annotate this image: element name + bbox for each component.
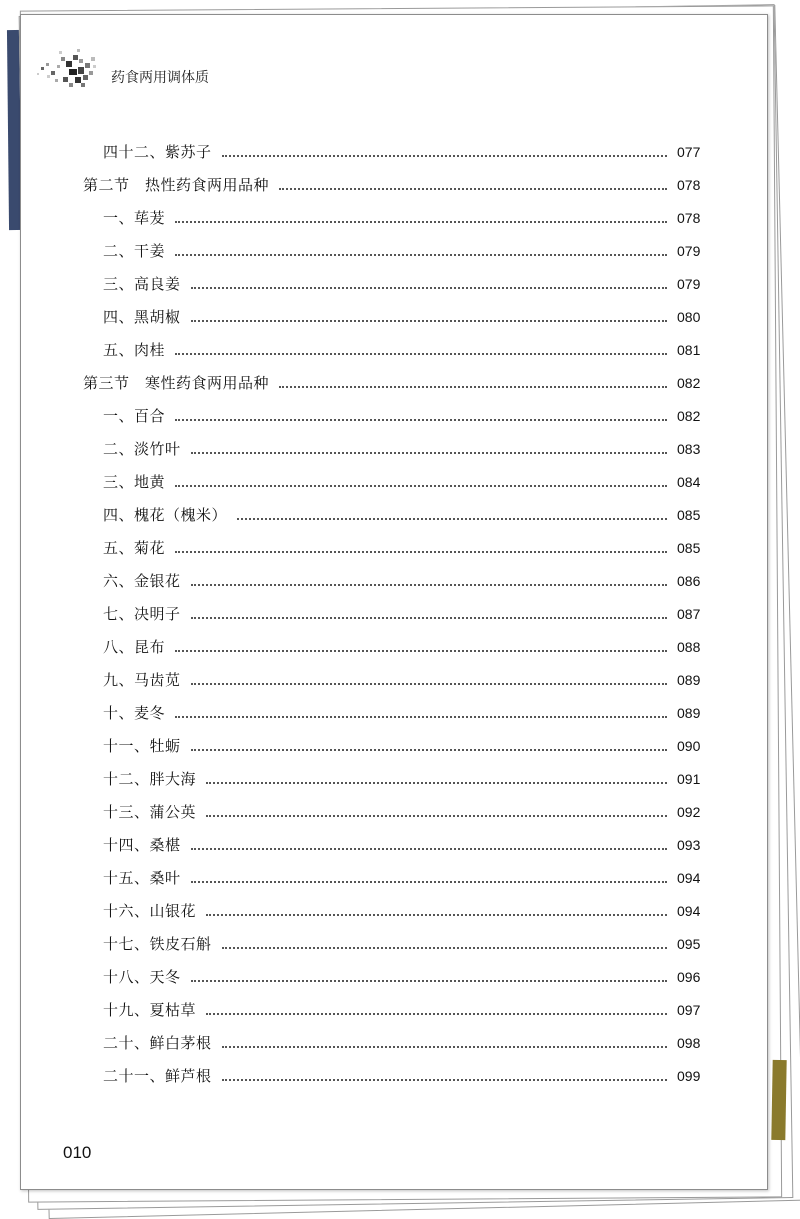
- toc-page-number: 081: [677, 342, 701, 358]
- toc-entry[interactable]: [103, 867, 707, 889]
- toc-entry[interactable]: [103, 207, 707, 229]
- toc-entry[interactable]: [103, 768, 707, 790]
- toc-dot-leader: [191, 683, 667, 685]
- toc-dot-leader: [222, 1046, 667, 1048]
- toc-page-number: 085: [677, 540, 701, 556]
- toc-page-number: 093: [677, 837, 701, 853]
- toc-entry-title: 一、荜茇: [103, 209, 166, 227]
- toc-entry-title: 三、高良姜: [103, 275, 181, 293]
- toc-dot-leader: [206, 914, 667, 916]
- toc-dot-leader: [222, 155, 667, 157]
- toc-page-number: 085: [677, 507, 701, 523]
- toc-dot-leader: [237, 518, 667, 520]
- toc-entry-title: 七、决明子: [103, 605, 181, 623]
- page-number: 010: [63, 1143, 92, 1162]
- toc-entry-title: 五、肉桂: [103, 341, 166, 359]
- toc-page-number: 095: [677, 936, 701, 952]
- toc-entry[interactable]: [103, 900, 707, 922]
- toc-entry-title: 十四、桑椹: [103, 836, 181, 854]
- toc-entry[interactable]: [103, 636, 707, 658]
- toc-dot-leader: [175, 221, 667, 223]
- toc-page-number: 080: [677, 309, 701, 325]
- toc-page-number: 091: [677, 771, 701, 787]
- toc-entry[interactable]: [103, 702, 707, 724]
- toc-entry-title: 第三节 寒性药食两用品种: [83, 374, 270, 392]
- toc-dot-leader: [175, 551, 667, 553]
- toc-entry[interactable]: [103, 240, 707, 262]
- toc-dot-leader: [175, 254, 667, 256]
- toc-entry[interactable]: [103, 801, 707, 823]
- toc-dot-leader: [191, 980, 667, 982]
- toc-dot-leader: [279, 386, 667, 388]
- toc-page-number: 078: [677, 177, 701, 193]
- toc-page-number: 088: [677, 639, 701, 655]
- toc-entry[interactable]: [103, 273, 707, 295]
- toc-dot-leader: [222, 947, 667, 949]
- toc-dot-leader: [175, 419, 667, 421]
- toc-dot-leader: [175, 485, 667, 487]
- toc-entry-title: 十五、桑叶: [103, 869, 181, 887]
- toc-page-number: 092: [677, 804, 701, 820]
- toc-page-number: 087: [677, 606, 701, 622]
- toc-dot-leader: [191, 452, 667, 454]
- toc-entry[interactable]: [103, 999, 707, 1021]
- toc-dot-leader: [191, 881, 667, 883]
- toc-entry[interactable]: [103, 339, 707, 361]
- toc-dot-leader: [206, 815, 667, 817]
- toc-page-number: 089: [677, 672, 701, 688]
- book-page: [20, 14, 768, 1190]
- toc-dot-leader: [206, 782, 667, 784]
- toc-entry[interactable]: [103, 669, 707, 691]
- stacked-page-gold-edge: [771, 1060, 786, 1140]
- toc-page-number: 090: [677, 738, 701, 754]
- toc-entry[interactable]: [103, 504, 707, 526]
- toc-entry-title: 第二节 热性药食两用品种: [83, 176, 270, 194]
- toc-dot-leader: [175, 650, 667, 652]
- toc-entry[interactable]: [103, 1032, 707, 1054]
- toc-entry-title: 二十、鲜白茅根: [103, 1034, 212, 1052]
- toc-section-entry[interactable]: [83, 174, 707, 196]
- toc-entry-title: 二、干姜: [103, 242, 166, 260]
- toc-dot-leader: [191, 617, 667, 619]
- toc-dot-leader: [191, 749, 667, 751]
- toc-page-number: 082: [677, 408, 701, 424]
- toc-page-number: 098: [677, 1035, 701, 1051]
- toc-entry-title: 十九、夏枯草: [103, 1001, 197, 1019]
- toc-entry[interactable]: [103, 933, 707, 955]
- toc-entry[interactable]: [103, 537, 707, 559]
- toc-entry-title: 十六、山银花: [103, 902, 197, 920]
- toc-entry-title: 一、百合: [103, 407, 166, 425]
- header-book-title: 药食两用调体质: [111, 70, 209, 86]
- toc-section-entry[interactable]: [83, 372, 707, 394]
- toc-page-number: 079: [677, 276, 701, 292]
- toc-dot-leader: [222, 1079, 667, 1081]
- running-header: [33, 37, 333, 97]
- toc-entry-title: 四、槐花（槐米）: [103, 506, 228, 524]
- toc-dot-leader: [175, 353, 667, 355]
- toc-dot-leader: [191, 287, 667, 289]
- toc-dot-leader: [191, 848, 667, 850]
- toc-page-number: 099: [677, 1068, 701, 1084]
- toc-page-number: 086: [677, 573, 701, 589]
- toc-entry-title: 二十一、鲜芦根: [103, 1067, 212, 1085]
- toc-entry-title: 四、黑胡椒: [103, 308, 181, 326]
- toc-entry[interactable]: [103, 141, 707, 163]
- toc-entry[interactable]: [103, 471, 707, 493]
- toc-entry-title: 八、昆布: [103, 638, 166, 656]
- toc-page-number: 078: [677, 210, 701, 226]
- toc-page-number: 097: [677, 1002, 701, 1018]
- toc-entry[interactable]: [103, 735, 707, 757]
- toc-page-number: 094: [677, 903, 701, 919]
- toc-entry-title: 三、地黄: [103, 473, 166, 491]
- toc-entry[interactable]: [103, 1065, 707, 1087]
- toc-entry-title: 十三、蒲公英: [103, 803, 197, 821]
- toc-entry[interactable]: [103, 603, 707, 625]
- toc-entry-title: 十、麦冬: [103, 704, 166, 722]
- toc-dot-leader: [279, 188, 667, 190]
- toc-dot-leader: [191, 584, 667, 586]
- toc-entry[interactable]: [103, 834, 707, 856]
- toc-dot-leader: [206, 1013, 667, 1015]
- mosaic-decoration-icon: [33, 37, 103, 97]
- toc-entry-title: 六、金银花: [103, 572, 181, 590]
- toc-entry-title: 二、淡竹叶: [103, 440, 181, 458]
- toc-page-number: 079: [677, 243, 701, 259]
- toc-page-number: 082: [677, 375, 701, 391]
- toc-dot-leader: [175, 716, 667, 718]
- toc-entry[interactable]: [103, 306, 707, 328]
- toc-entry[interactable]: [103, 966, 707, 988]
- toc-page-number: 094: [677, 870, 701, 886]
- toc-page-number: 083: [677, 441, 701, 457]
- toc-entry-title: 十一、牡蛎: [103, 737, 181, 755]
- toc-entry[interactable]: [103, 438, 707, 460]
- toc-entry-title: 五、菊花: [103, 539, 166, 557]
- toc-entry-title: 十八、天冬: [103, 968, 181, 986]
- toc-page-number: 089: [677, 705, 701, 721]
- toc-entry[interactable]: [103, 405, 707, 427]
- toc-entry-title: 九、马齿苋: [103, 671, 181, 689]
- toc-dot-leader: [191, 320, 667, 322]
- toc-page-number: 077: [677, 144, 701, 160]
- toc-page-number: 084: [677, 474, 701, 490]
- toc-entry-title: 十二、胖大海: [103, 770, 197, 788]
- toc-page-number: 096: [677, 969, 701, 985]
- toc-entry-title: 十七、铁皮石斛: [103, 935, 212, 953]
- toc-entry[interactable]: [103, 570, 707, 592]
- toc-entry-title: 四十二、紫苏子: [103, 143, 212, 161]
